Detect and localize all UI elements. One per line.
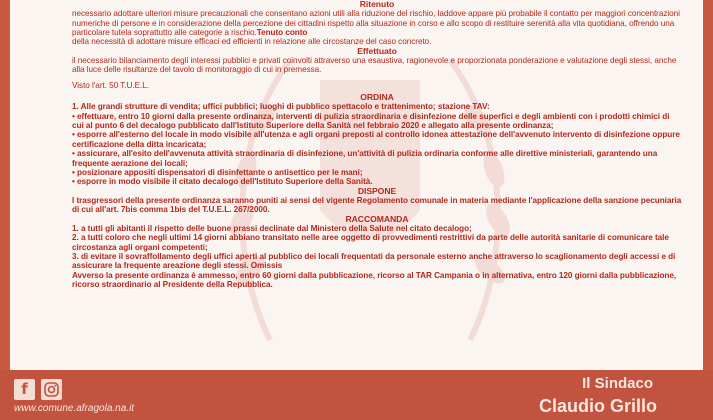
- footer-bar: [0, 370, 713, 420]
- visto-line: Visto l'art. 50 T.U.E.L.: [72, 80, 149, 90]
- paragraph-tenuto-conto: della necessità di adottare misure efficaci ed efficienti in relazione alle circostanze del caso concreto.: [72, 37, 432, 47]
- paragraph-effettuato: il necessario bilanciamento degli interessi pubblici e privati coinvolti attraverso una esaustiva, ragionevole e proporzionata ponderazione e valutazione degli stessi, anche alla luce delle risultanze del tavolo di monitoraggio di cui in premessa.: [72, 56, 677, 75]
- heading-dispone: DISPONE: [357, 185, 397, 196]
- facebook-icon[interactable]: f: [14, 379, 35, 400]
- ordinance-text: [72, 0, 682, 368]
- right-border: [703, 0, 713, 370]
- raccomanda-item-1: 1. a tutti gli abitanti il rispetto delle buone prassi declinate dal Ministero della Salute nel citato decalogo;: [72, 223, 472, 233]
- ordina-bullet-3: • assicurare, all'esito dell'avvenuta attività straordinaria di disinfezione, un'attività di pulizia ordinaria conforme alle direttive ministeriali, garantendo una frequente aerazione dei locali;: [72, 149, 658, 168]
- ordina-bullet-2: • esporre all'esterno del locale in modo visibile all'utenza e agli organi preposti al controllo idonea attestazione dell'avvenuto intervento di disinfezione oppure certificazione della ditta incaricata;: [72, 130, 680, 149]
- instagram-icon[interactable]: [41, 379, 62, 400]
- ordina-bullet-5: • esporre in modo visibile il citato decalogo dell'Istituto Superiore della Sanità.: [72, 177, 373, 187]
- website-link[interactable]: www.comune.afragola.na.it: [14, 403, 135, 414]
- heading-raccomanda: RACCOMANDA: [345, 213, 409, 224]
- raccomanda-item-3: 3. di evitare il sovraffollamento degli uffici aperti al pubblico dei locali frequentati da personale esterno anche attraverso lo scaglionamento degli accessi e di assicurare la frequente areazione degli stessi. Omissis: [72, 251, 676, 271]
- paragraph-avverso: Avverso la presente ordinanza è ammesso, entro 60 giorni dalla pubblicazione, ricorso al TAR Campania o in alternativa, entro 120 giorni dalla pubblicazione, ricorso straordinario al Presidente della Repubblica.: [72, 270, 677, 289]
- heading-effettuato: Effettuato: [357, 45, 397, 56]
- inline-tenuto-conto: Tenuto conto: [256, 28, 308, 38]
- heading-ritenuto: Ritenuto: [359, 0, 395, 9]
- social-links: [14, 379, 62, 400]
- left-border: [0, 0, 10, 370]
- paragraph-dispone: I trasgressori della presente ordinanza saranno puniti ai sensi del vigente Regolamento comunale in materia mediante l'applicazione della sanzione pecuniaria di cui all'art. 7bis comma 1bis del T.U.E.L. 267/2000.: [72, 195, 682, 215]
- heading-ordina: ORDINA: [360, 92, 394, 103]
- raccomanda-item-2: 2. a tutti coloro che negli ultimi 14 giorni abbiano transitato nelle aree oggetto di provvedimenti restrittivi da parte delle autorità sanitarie di comunicare tale circostanza agli organi competenti;: [72, 233, 669, 252]
- ordina-bullet-4: • posizionare appositi dispensatori di disinfettante o antisettico per le mani;: [72, 167, 363, 177]
- signature-title: Il Sindaco: [582, 375, 653, 392]
- ordina-item-1: 1. Alle grandi strutture di vendita; uffici pubblici; luoghi di pubblico spettacolo e trattenimento; stazione TAV:: [72, 102, 490, 112]
- inline-omissis: Omissis: [250, 261, 283, 271]
- ordina-bullet-1: • effettuare, entro 10 giorni dalla presente ordinanza, interventi di pulizia straordinaria e disinfezione delle superfici e degli ambienti con i prodotti chimici di cui al punto 6 del decalogo pubblicato dall'Istituto Superiore della Sanità nel febbraio 2020 e allegato alla presente ordinanza;: [72, 111, 670, 131]
- paragraph-ritenuto: necessario adottare ulteriori misure precauzionali che consentano azioni utili alla riduzione del rischio, laddove appare più probabile il contatto per maggiori concentrazioni numeriche di persone e in considerazione della percezione dei cittadini rispetto alla situazione in corso e allo scopo di restituire serenità alla vita quotidiana, offrendo una particolare tutela soprattutto alle categorie a rischio.Tenuto conto: [72, 9, 680, 38]
- signature-name: Claudio Grillo: [538, 396, 657, 416]
